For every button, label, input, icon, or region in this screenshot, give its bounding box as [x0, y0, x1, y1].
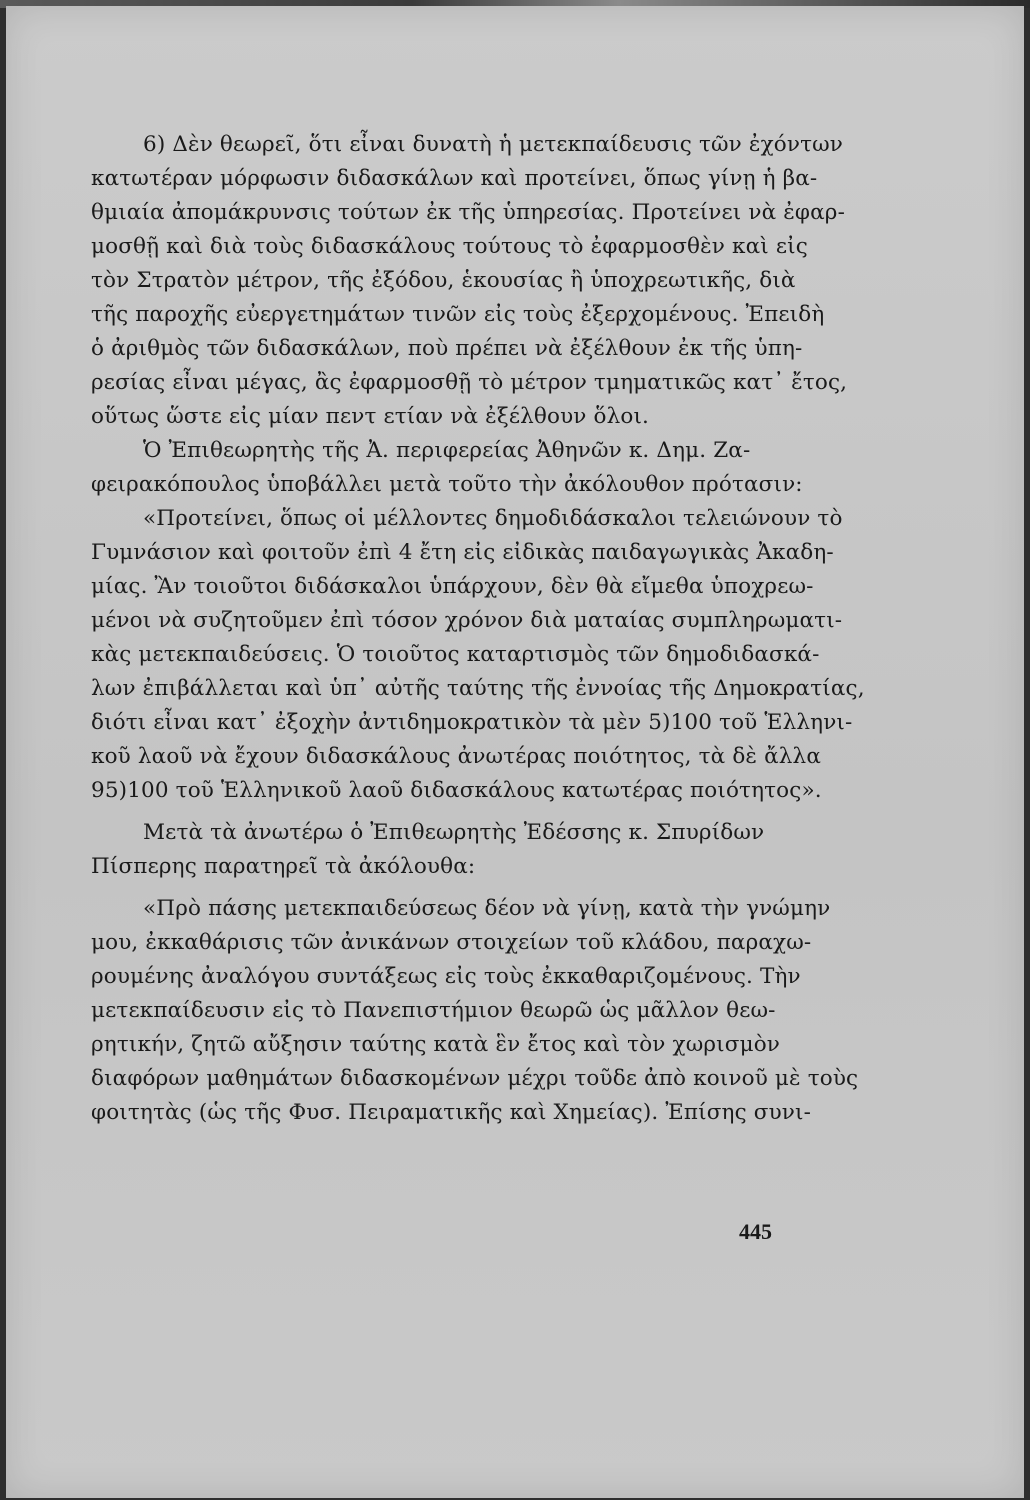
document-page: [6, 6, 1024, 1498]
text-line: ὁ ἀριθμὸς τῶν διδασκάλων, ποὺ πρέπει νὰ ἐξέλθουν ἐκ τῆς ὑπη-: [91, 336, 803, 361]
text-line: Μετὰ τὰ ἀνωτέρω ὁ Ἐπιθεωρητὴς Ἐδέσσης κ. Σπυρίδων: [143, 820, 765, 845]
text-line: «Προτείνει, ὅπως οἱ μέλλοντες δημοδιδάσκαλοι τελειώνουν τὸ: [143, 506, 843, 531]
text-line: Ὁ Ἐπιθεωρητὴς τῆς Ἀ. περιφερείας Ἀθηνῶν κ. Δημ. Ζα-: [143, 438, 751, 463]
text-line: Πίσπερης παρατηρεῖ τὰ ἀκόλουθα:: [91, 854, 476, 879]
text-line: θμιαία ἀπομάκρυνσις τούτων ἐκ τῆς ὑπηρεσίας. Προτείνει νὰ ἐφαρ-: [91, 200, 845, 225]
text-line: μίας. Ἂν τοιοῦτοι διδάσκαλοι ὑπάρχουν, δὲν θὰ εἴμεθα ὑποχρεω-: [91, 574, 814, 599]
text-line: τῆς παροχῆς εὐεργετημάτων τινῶν εἰς τοὺς ἐξερχομένους. Ἐπειδὴ: [91, 302, 825, 327]
text-line: ρεσίας εἶναι μέγας, ἂς ἐφαρμοσθῇ τὸ μέτρον τμηματικῶς κατ᾿ ἔτος,: [91, 370, 848, 395]
page-number: 445: [739, 1219, 772, 1244]
text-line: κατωτέραν μόρφωσιν διδασκάλων καὶ προτείνει, ὅπως γίνῃ ἡ βα-: [91, 166, 818, 191]
text-line: τὸν Στρατὸν μέτρον, τῆς ἐξόδου, ἑκουσίας ἢ ὑποχρεωτικῆς, διὰ: [91, 268, 796, 293]
text-line: «Πρὸ πάσης μετεκπαιδεύσεως δέον νὰ γίνῃ, κατὰ τὴν γνώμην: [143, 896, 831, 921]
text-line: διαφόρων μαθημάτων διδασκομένων μέχρι τοῦδε ἀπὸ κοινοῦ μὲ τοὺς: [91, 1066, 859, 1091]
text-line: ρητικήν, ζητῶ αὔξησιν ταύτης κατὰ ἓν ἔτος καὶ τὸν χωρισμὸν: [91, 1032, 781, 1057]
text-line: κὰς μετεκπαιδεύσεις. Ὁ τοιοῦτος καταρτισμὸς τῶν δημοδιδασκά-: [91, 642, 820, 667]
body-text: [91, 128, 865, 1130]
text-line: μένοι νὰ συζητοῦμεν ἐπὶ τόσον χρόνον διὰ ματαίας συμπληρωματι-: [91, 608, 843, 633]
text-line: φειρακόπουλος ὑποβάλλει μετὰ τοῦτο τὴν ἀκόλουθον πρότασιν:: [91, 472, 803, 497]
text-line: διότι εἶναι κατ᾿ ἐξοχὴν ἀντιδημοκρατικὸν τὰ μὲν 5)100 τοῦ Ἑλληνι-: [91, 710, 853, 735]
text-line: ρουμένης ἀναλόγου συντάξεως εἰς τοὺς ἐκκαθαριζομένους. Τὴν: [91, 964, 801, 989]
text-line: μοσθῇ καὶ διὰ τοὺς διδασκάλους τούτους τὸ ἐφαρμοσθὲν καὶ εἰς: [91, 234, 808, 259]
text-line: μου, ἐκκαθάρισις τῶν ἀνικάνων στοιχείων τοῦ κλάδου, παραχω-: [91, 930, 812, 955]
text-line: μετεκπαίδευσιν εἰς τὸ Πανεπιστήμιον θεωρῶ ὡς μᾶλλον θεω-: [91, 998, 776, 1023]
text-line: λων ἐπιβάλλεται καὶ ὑπ᾿ αὐτῆς ταύτης τῆς ἐννοίας τῆς Δημοκρατίας,: [91, 676, 865, 701]
text-line: οὕτως ὥστε εἰς μίαν πεντ ετίαν νὰ ἐξέλθουν ὅλοι.: [91, 404, 650, 429]
text-line: κοῦ λαοῦ νὰ ἔχουν διδασκάλους ἀνωτέρας ποιότητος, τὰ δὲ ἄλλα: [91, 744, 821, 769]
text-line: 6) Δὲν θεωρεῖ, ὅτι εἶναι δυνατὴ ἡ μετεκπαίδευσις τῶν ἐχόντων: [143, 132, 844, 157]
text-line: Γυμνάσιον καὶ φοιτοῦν ἐπὶ 4 ἔτη εἰς εἰδικὰς παιδαγωγικὰς Ἀκαδη-: [91, 540, 834, 565]
text-line: φοιτητὰς (ὡς τῆς Φυσ. Πειραματικῆς καὶ Χημείας). Ἐπίσης συνι-: [91, 1100, 812, 1125]
text-line: 95)100 τοῦ Ἑλληνικοῦ λαοῦ διδασκάλους κατωτέρας ποιότητος».: [91, 778, 822, 803]
